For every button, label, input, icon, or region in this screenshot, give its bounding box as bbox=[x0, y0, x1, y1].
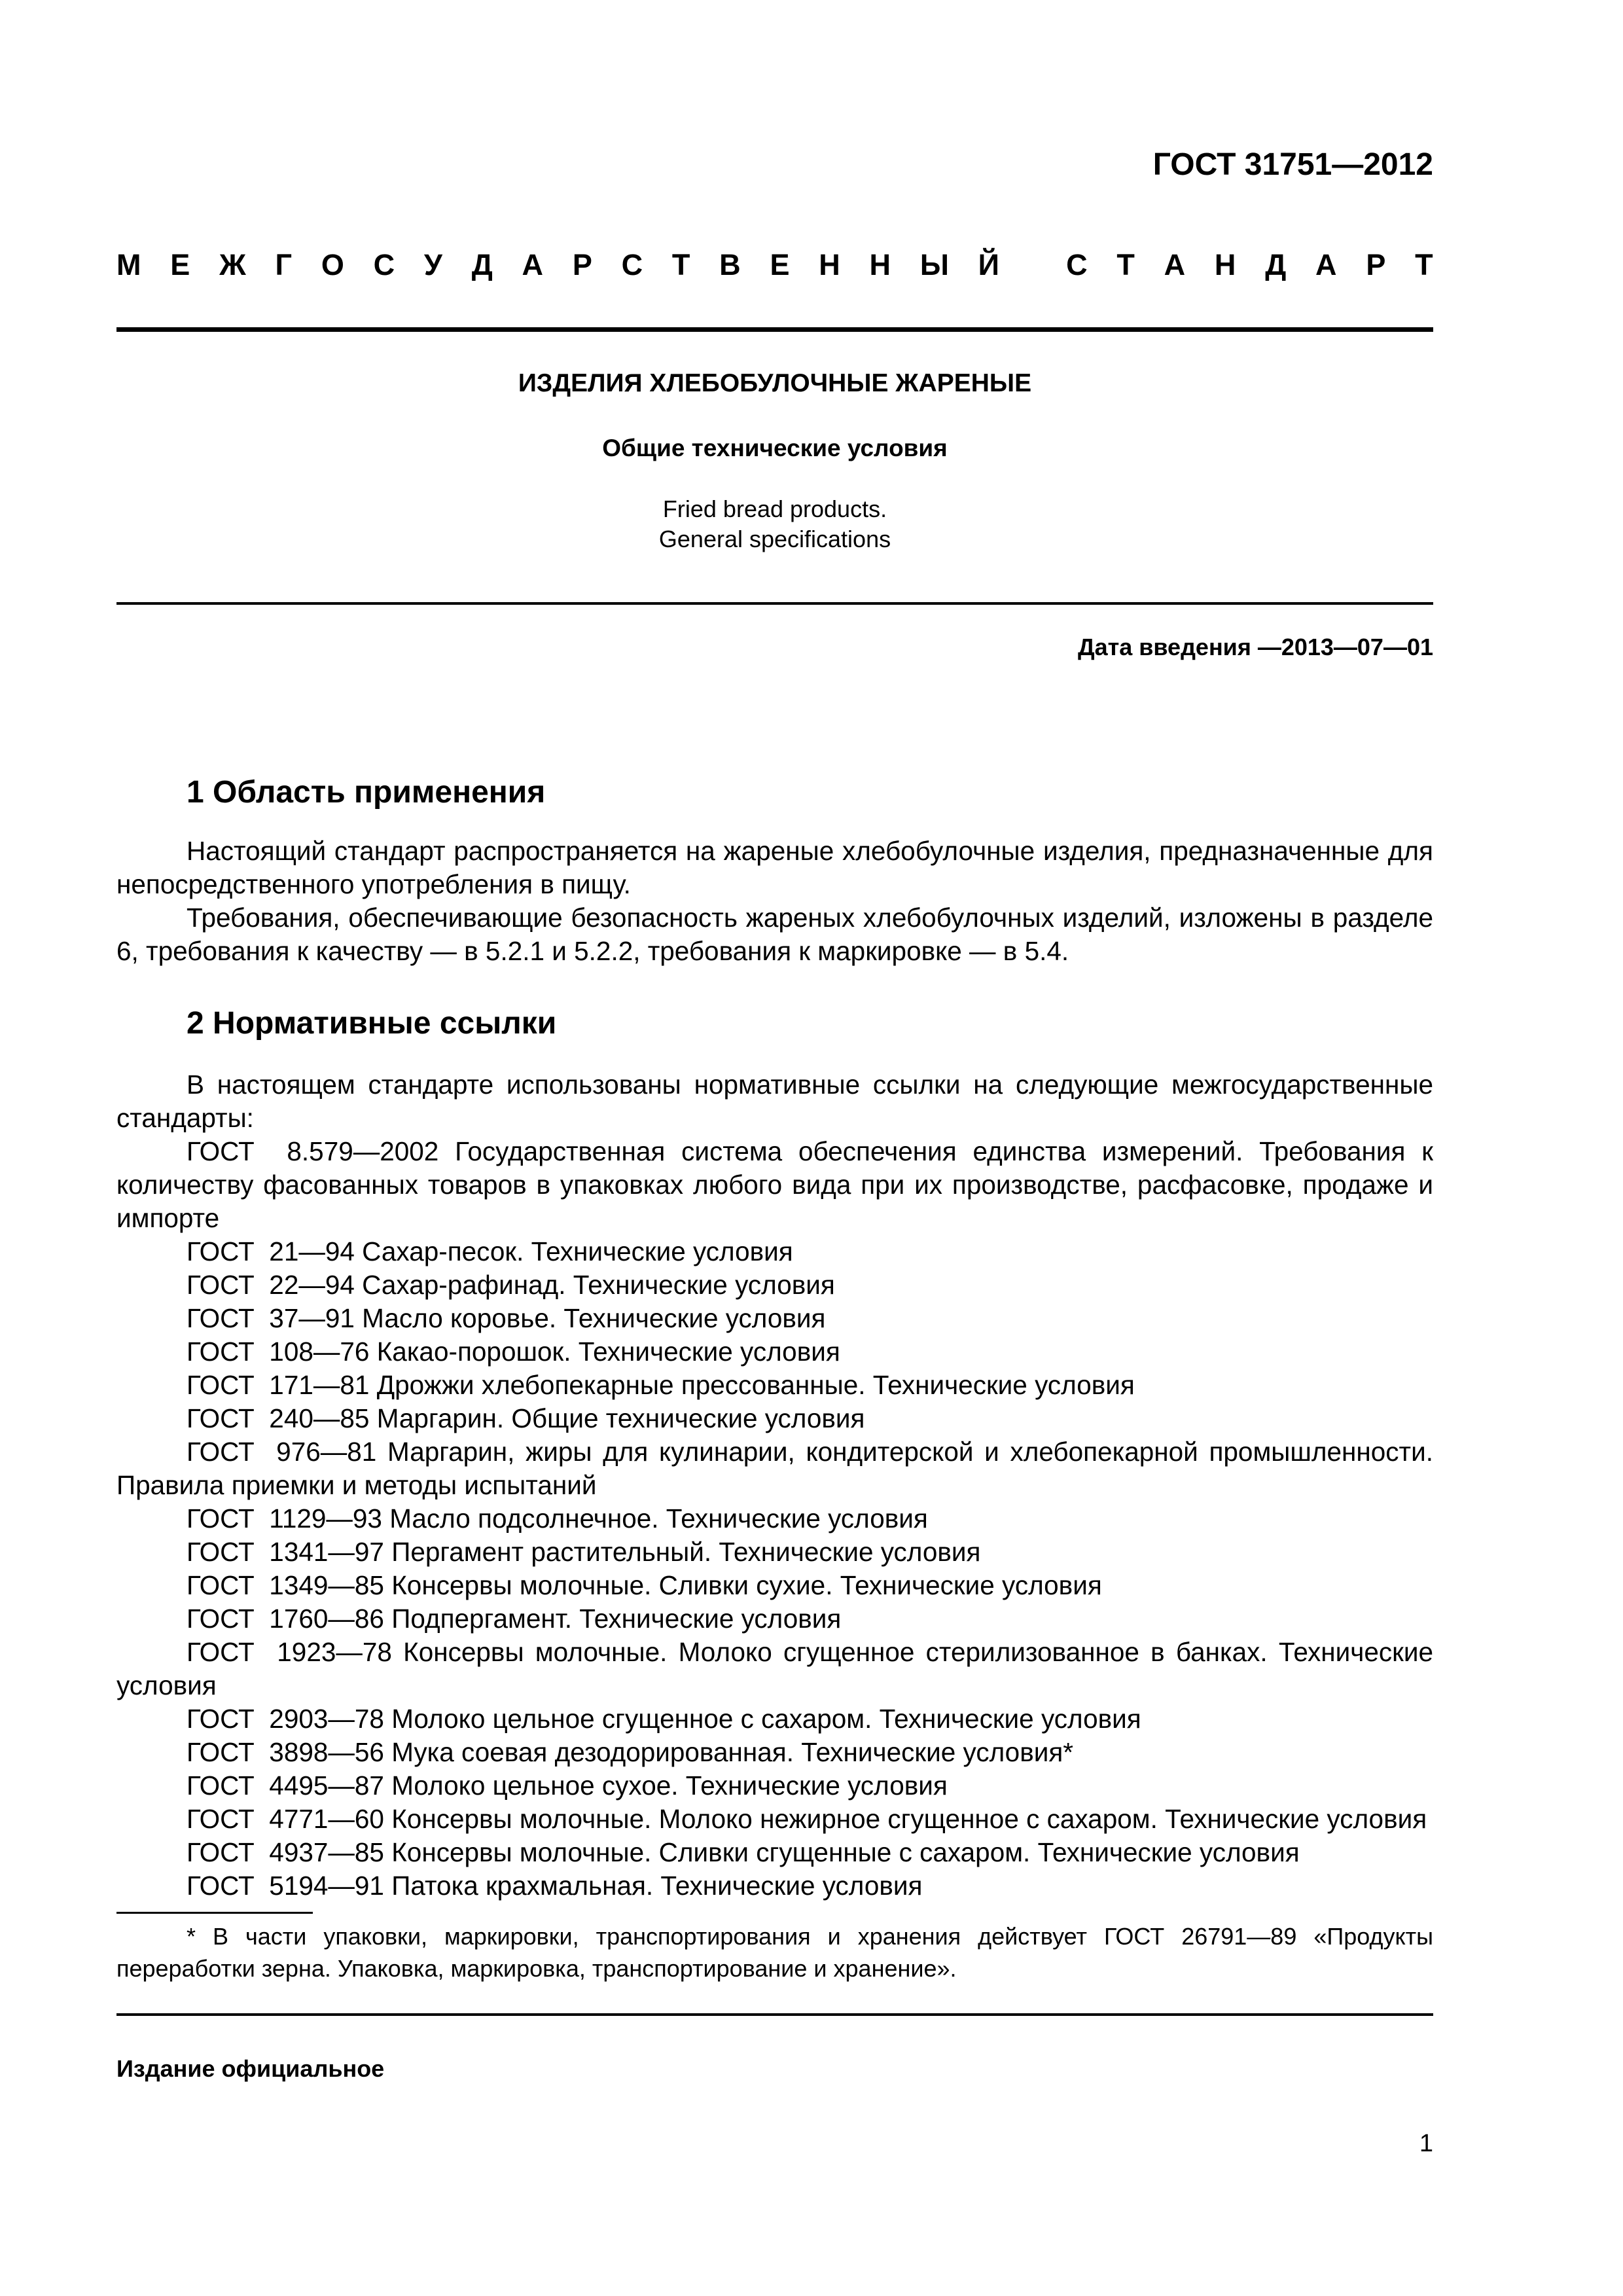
header-rule bbox=[116, 327, 1433, 332]
standard-type-banner bbox=[116, 245, 1433, 285]
banner-letter: С bbox=[621, 248, 643, 281]
reference-item bbox=[116, 1736, 1433, 1769]
banner-letter: С bbox=[373, 248, 395, 281]
references-intro: В настоящем стандарте использованы нормативные ссылки на следующие межгосударственные стандарты: bbox=[116, 1069, 1433, 1133]
reference-code: ГОСТ 1760—86 bbox=[187, 1604, 384, 1634]
reference-title: Сахар-рафинад. Технические условия bbox=[362, 1270, 835, 1300]
footer-rule bbox=[116, 2013, 1433, 2016]
reference-title: Пергамент растительный. Технические условия bbox=[391, 1537, 981, 1567]
reference-code: ГОСТ 1349—85 bbox=[187, 1570, 384, 1600]
reference-code: ГОСТ 1923—78 bbox=[187, 1637, 392, 1667]
reference-title: Консервы молочные. Молоко сгущенное стерилизованное в банках. Технические условия bbox=[116, 1637, 1433, 1700]
banner-letter: А bbox=[1164, 248, 1186, 281]
reference-code: ГОСТ 4937—85 bbox=[187, 1837, 384, 1867]
reference-title: Масло подсолнечное. Технические условия bbox=[389, 1503, 928, 1534]
paragraph: Настоящий стандарт распространяется на жареные хлебобулочные изделия, предназначенные для непосредственного употребления в пищу. bbox=[116, 836, 1433, 899]
banner-letter: Й bbox=[978, 248, 999, 281]
document-subtitle: Общие технические условия bbox=[602, 435, 948, 461]
reference-code: ГОСТ 4495—87 bbox=[187, 1770, 384, 1801]
reference-item bbox=[116, 1369, 1433, 1402]
banner-letter: Р bbox=[572, 248, 592, 281]
banner-letter: Н bbox=[1214, 248, 1236, 281]
reference-item bbox=[116, 1502, 1433, 1535]
reference-code: ГОСТ 3898—56 bbox=[187, 1737, 384, 1767]
banner-letter: Е bbox=[170, 248, 190, 281]
reference-item bbox=[116, 1702, 1433, 1736]
section-1-body bbox=[116, 834, 1433, 968]
reference-title: Маргарин. Общие технические условия bbox=[376, 1403, 865, 1433]
footnote: * В части упаковки, маркировки, транспортирования и хранения действует ГОСТ 26791—89 «Продукты переработки зерна. Упаковка, маркировка, транспортирование и хранение». bbox=[116, 1923, 1433, 1982]
reference-title: Государственная система обеспечения единства измерений. Требования к количеству фасованных товаров в упаковках любого вида при их производстве, расфасовке, продаже и импорте bbox=[116, 1136, 1433, 1233]
reference-code: ГОСТ 37—91 bbox=[187, 1303, 355, 1333]
reference-item bbox=[116, 1335, 1433, 1369]
footnote-separator bbox=[116, 1912, 313, 1914]
reference-item bbox=[116, 1636, 1433, 1702]
reference-code: ГОСТ 2903—78 bbox=[187, 1704, 384, 1734]
normative-references bbox=[116, 1068, 1433, 1903]
reference-title: Маргарин, жиры для кулинарии, кондитерской и хлебопекарной промышленности. Правила приемки и методы испытаний bbox=[116, 1437, 1433, 1500]
banner-letter: Т bbox=[1116, 248, 1135, 281]
reference-item bbox=[116, 1569, 1433, 1602]
reference-item bbox=[116, 1435, 1433, 1502]
reference-title: Сахар-песок. Технические условия bbox=[362, 1236, 793, 1266]
banner-letter: Д bbox=[1265, 248, 1287, 281]
reference-code: ГОСТ 8.579—2002 bbox=[187, 1136, 439, 1166]
banner-letter: Н bbox=[869, 248, 891, 281]
banner-letter: Е bbox=[770, 248, 790, 281]
banner-letter: Н bbox=[819, 248, 840, 281]
reference-title: Подпергамент. Технические условия bbox=[391, 1604, 842, 1634]
reference-code: ГОСТ 22—94 bbox=[187, 1270, 355, 1300]
banner-letter: Д bbox=[471, 248, 493, 281]
reference-title: Мука соевая дезодорированная. Технические условия* bbox=[391, 1737, 1074, 1767]
reference-title: Масло коровье. Технические условия bbox=[362, 1303, 826, 1333]
banner-letter: В bbox=[719, 248, 741, 281]
banner-letter: Р bbox=[1366, 248, 1386, 281]
banner-letter: Т bbox=[671, 248, 690, 281]
reference-title: Консервы молочные. Сливки сухие. Технические условия bbox=[391, 1570, 1102, 1600]
reference-code: ГОСТ 108—76 bbox=[187, 1336, 370, 1367]
reference-title: Консервы молочные. Сливки сгущенные с сахаром. Технические условия bbox=[391, 1837, 1300, 1867]
banner-letter: Ж bbox=[219, 248, 246, 281]
reference-code: ГОСТ 1129—93 bbox=[187, 1503, 382, 1534]
reference-code: ГОСТ 976—81 bbox=[187, 1437, 377, 1467]
banner-letter: Т bbox=[1415, 248, 1433, 281]
document-number: ГОСТ 31751—2012 bbox=[1152, 147, 1433, 182]
banner-letter: Г bbox=[275, 248, 293, 281]
reference-title: Патока крахмальная. Технические условия bbox=[391, 1871, 923, 1901]
reference-item bbox=[116, 1402, 1433, 1435]
edition-label: Издание официальное bbox=[116, 2055, 385, 2082]
banner-letter: У bbox=[423, 248, 442, 281]
reference-item bbox=[116, 1268, 1433, 1302]
reference-item bbox=[116, 1803, 1433, 1836]
reference-item bbox=[116, 1235, 1433, 1268]
banner-letter: А bbox=[1315, 248, 1337, 281]
reference-code: ГОСТ 5194—91 bbox=[187, 1871, 384, 1901]
reference-code: ГОСТ 21—94 bbox=[187, 1236, 355, 1266]
reference-code: ГОСТ 4771—60 bbox=[187, 1804, 384, 1834]
reference-title: Какао-порошок. Технические условия bbox=[376, 1336, 840, 1367]
banner-gap bbox=[1029, 245, 1037, 285]
section-2-heading: 2 Нормативные ссылки bbox=[187, 1006, 557, 1041]
reference-code: ГОСТ 171—81 bbox=[187, 1370, 370, 1400]
reference-item bbox=[116, 1535, 1433, 1569]
reference-item bbox=[116, 1135, 1433, 1235]
reference-item bbox=[116, 1769, 1433, 1803]
reference-item bbox=[116, 1602, 1433, 1636]
reference-code: ГОСТ 1341—97 bbox=[187, 1537, 384, 1567]
paragraph: Требования, обеспечивающие безопасность жареных хлебобулочных изделий, изложены в разделе 6, требования к качеству — в 5.2.1 и 5.2.2, требования к маркировке — в 5.4. bbox=[116, 903, 1433, 966]
title-rule bbox=[116, 602, 1433, 605]
banner-letter: М bbox=[116, 248, 141, 281]
english-title bbox=[116, 494, 1433, 554]
document-title: ИЗДЕЛИЯ ХЛЕБОБУЛОЧНЫЕ ЖАРЕНЫЕ bbox=[518, 369, 1032, 397]
reference-title: Молоко цельное сгущенное с сахаром. Технические условия bbox=[391, 1704, 1141, 1734]
reference-title: Дрожжи хлебопекарные прессованные. Технические условия bbox=[376, 1370, 1135, 1400]
banner-letter: О bbox=[321, 248, 344, 281]
reference-title: Консервы молочные. Молоко нежирное сгущенное с сахаром. Технические условия bbox=[391, 1804, 1427, 1834]
reference-item bbox=[116, 1836, 1433, 1869]
page-number: 1 bbox=[1419, 2130, 1433, 2157]
reference-title: Молоко цельное сухое. Технические условия bbox=[391, 1770, 948, 1801]
introduction-date: Дата введения —2013—07—01 bbox=[1077, 634, 1433, 660]
banner-letter: С bbox=[1066, 248, 1088, 281]
reference-item bbox=[116, 1302, 1433, 1335]
reference-item bbox=[116, 1869, 1433, 1903]
banner-letter: Ы bbox=[919, 248, 949, 281]
banner-letter: А bbox=[522, 248, 544, 281]
reference-code: ГОСТ 240—85 bbox=[187, 1403, 370, 1433]
english-title-line: Fried bread products. bbox=[662, 495, 887, 522]
english-title-line: General specifications bbox=[658, 526, 891, 552]
section-1-heading: 1 Область применения bbox=[187, 775, 546, 810]
